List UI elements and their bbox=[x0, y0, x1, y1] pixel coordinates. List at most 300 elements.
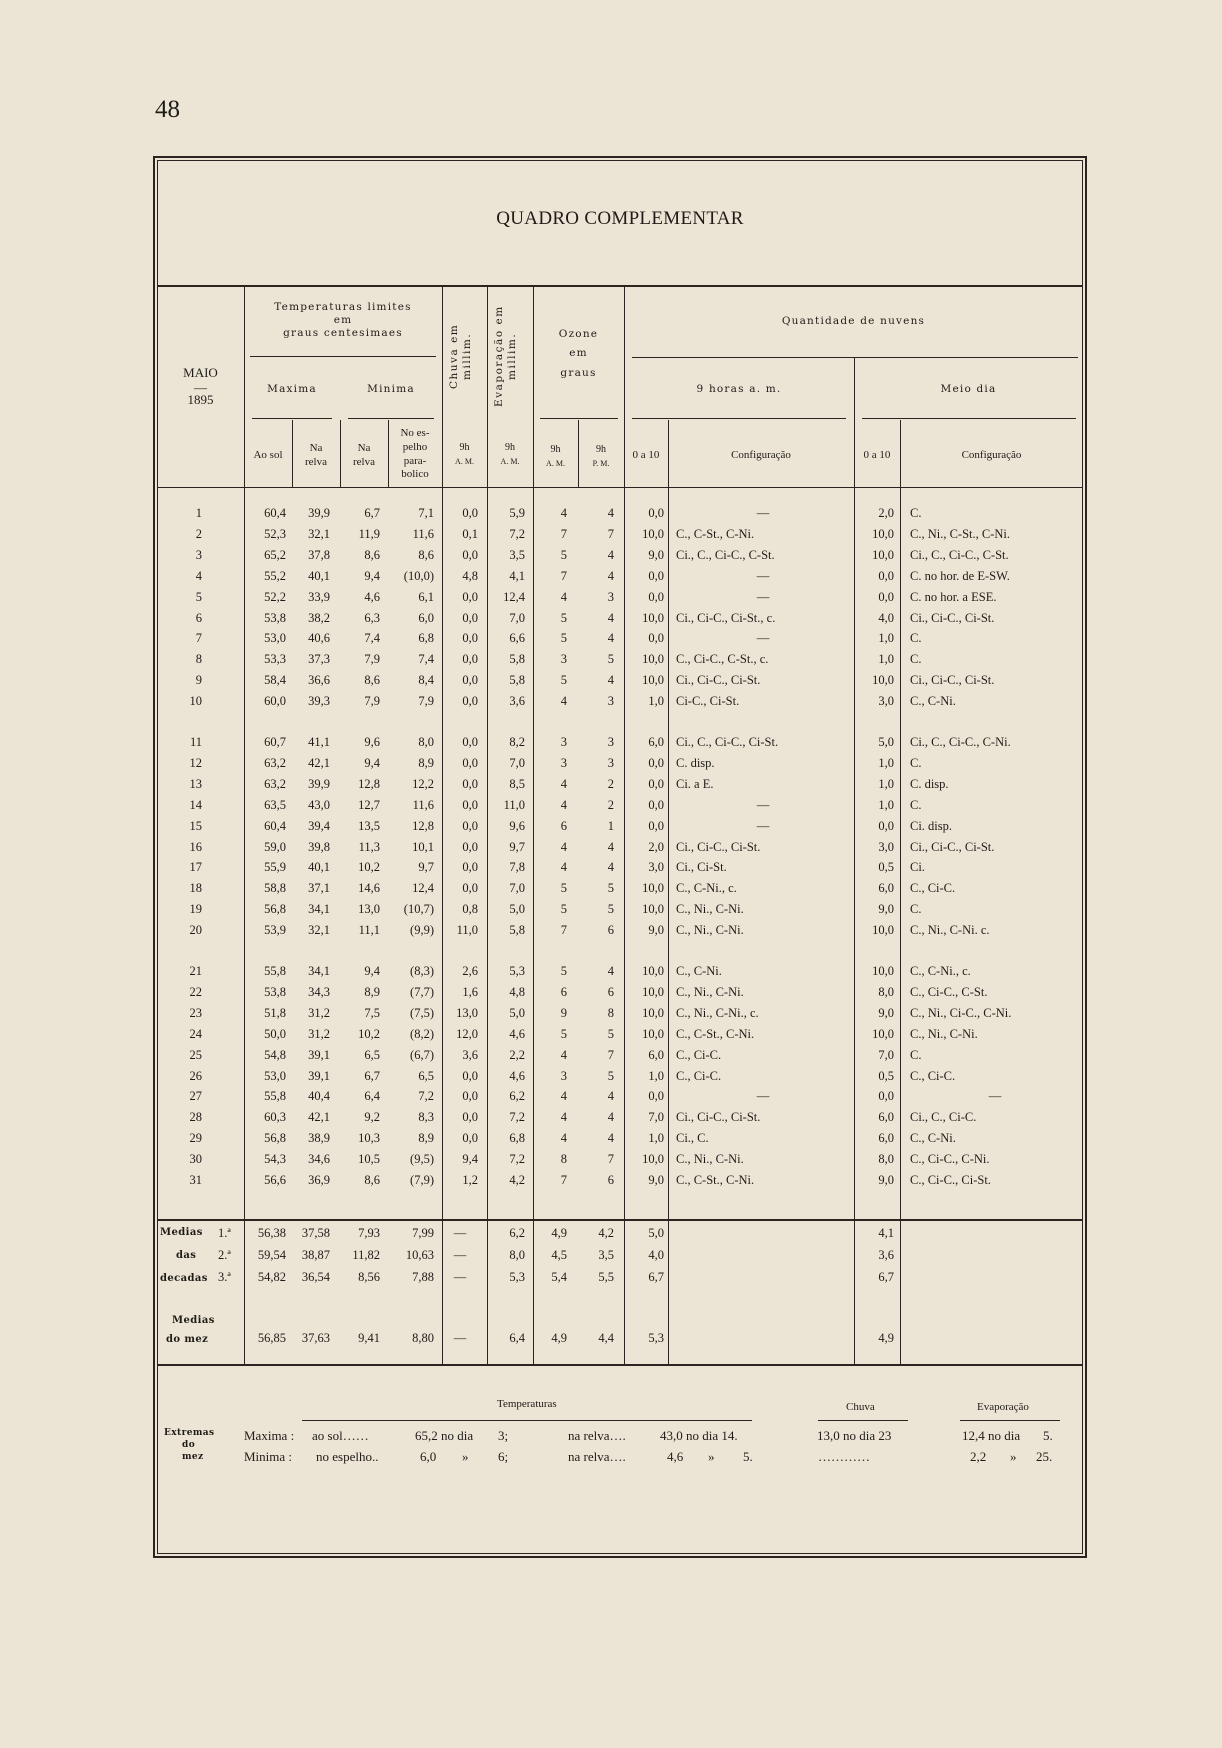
cell-config-meio-dia: C., Ci-C. bbox=[910, 881, 956, 895]
cell-chuva: 0,0 bbox=[462, 652, 478, 666]
cell-config-9h: Ci., C., Ci-C., Ci-St. bbox=[676, 735, 779, 749]
cell-evaporacao: 8,0 bbox=[509, 1248, 525, 1262]
cell-chuva: 0,0 bbox=[462, 1069, 478, 1083]
table-row bbox=[0, 629, 1222, 650]
cell-ozone-pm: 6 bbox=[607, 985, 614, 999]
cell-config-9h: — bbox=[756, 1089, 770, 1103]
cell-espelho: 6,0 bbox=[418, 611, 434, 625]
cell-relva-min: 13,5 bbox=[358, 819, 380, 833]
cell-chuva: 0,0 bbox=[462, 1110, 478, 1124]
cell-nuvens-meio-dia: 10,0 bbox=[872, 1027, 894, 1041]
ext-min-a-val: 6,0 bbox=[420, 1449, 437, 1464]
cell-config-meio-dia: Ci., Ci-C., Ci-St. bbox=[910, 840, 995, 854]
sub-espelho-1: No es- bbox=[400, 427, 430, 439]
cell-nuvens-meio-dia: 10,0 bbox=[872, 527, 894, 541]
table-row bbox=[0, 1171, 1222, 1192]
sub-ao-sol: Ao sol bbox=[253, 449, 283, 461]
cell-nuvens-meio-dia: 1,0 bbox=[878, 631, 894, 645]
cell-config-meio-dia: Ci., C., Ci-C., C-Ni. bbox=[910, 735, 1011, 749]
cell-config-meio-dia: Ci., C., Ci-C. bbox=[910, 1110, 977, 1124]
cell-nuvens-meio-dia: 0,0 bbox=[878, 569, 894, 583]
cell-espelho: 12,8 bbox=[412, 819, 434, 833]
cell-evaporacao: 12,4 bbox=[503, 590, 525, 604]
cell-relva-max: 32,1 bbox=[308, 923, 330, 937]
table-row bbox=[0, 692, 1222, 713]
cell-chuva: 0,0 bbox=[462, 673, 478, 687]
cell-config-meio-dia: Ci., Ci-C., Ci-St. bbox=[910, 611, 995, 625]
cell-nuvens-9h: 0,0 bbox=[648, 506, 664, 520]
cell-ao-sol: 53,9 bbox=[264, 923, 286, 937]
month-label-2: do mez bbox=[166, 1334, 209, 1345]
cell-espelho: 7,9 bbox=[418, 694, 434, 708]
cell-config-meio-dia: C. bbox=[910, 756, 922, 770]
cell-espelho: (7,9) bbox=[410, 1173, 434, 1187]
cell-day: 31 bbox=[189, 1173, 202, 1187]
ext-max-evap-day: 5. bbox=[1043, 1428, 1053, 1443]
cell-chuva: 0,0 bbox=[462, 798, 478, 812]
cell-espelho: 6,5 bbox=[418, 1069, 434, 1083]
cell-chuva: 0,0 bbox=[462, 590, 478, 604]
cell-ao-sol: 60,4 bbox=[264, 506, 286, 520]
ext-max-chuva: 13,0 no dia 23 bbox=[817, 1428, 892, 1443]
cell-relva-max: 34,1 bbox=[308, 902, 330, 916]
ext-min-b-day: 5. bbox=[743, 1449, 753, 1464]
ozone-brace bbox=[540, 418, 618, 419]
cell-day: 2.ª bbox=[218, 1248, 231, 1262]
cell-nuvens-meio-dia: 3,0 bbox=[878, 694, 894, 708]
cell-config-meio-dia: C. bbox=[910, 902, 922, 916]
cell-nuvens-meio-dia: 6,0 bbox=[878, 1110, 894, 1124]
cell-ozone-pm: 2 bbox=[607, 777, 614, 791]
rule-before-extremes bbox=[157, 1364, 1083, 1366]
cell-relva-max: 34,6 bbox=[308, 1152, 330, 1166]
cell-evaporacao: 5,8 bbox=[509, 923, 525, 937]
cell-ao-sol: 56,6 bbox=[264, 1173, 286, 1187]
cell-relva-max: 42,1 bbox=[308, 756, 330, 770]
table-row bbox=[0, 838, 1222, 859]
cell-config-9h: — bbox=[756, 590, 770, 604]
cell-ao-sol: 58,8 bbox=[264, 881, 286, 895]
cell-day: 20 bbox=[189, 923, 202, 937]
cell-nuvens-9h: 10,0 bbox=[642, 652, 664, 666]
sub-q12: 0 a 10 bbox=[863, 449, 891, 461]
cell-ozone-pm: 5 bbox=[607, 881, 614, 895]
sub-q9: 0 a 10 bbox=[632, 449, 660, 461]
cell-ozone-pm: 6 bbox=[607, 923, 614, 937]
table-row bbox=[0, 754, 1222, 775]
maxima-brace bbox=[252, 418, 332, 419]
cell-config-meio-dia: C., Ci-C., C-St. bbox=[910, 985, 988, 999]
cell-relva-min: 6,7 bbox=[364, 1069, 380, 1083]
cell-nuvens-meio-dia: 10,0 bbox=[872, 964, 894, 978]
cell-relva-max: 39,4 bbox=[308, 819, 330, 833]
cell-evaporacao: 6,2 bbox=[509, 1226, 525, 1240]
cell-evaporacao: 4,8 bbox=[509, 985, 525, 999]
cell-espelho: 8,4 bbox=[418, 673, 434, 687]
cell-ozone-pm: 7 bbox=[607, 1048, 614, 1062]
cell-nuvens-meio-dia: 2,0 bbox=[878, 506, 894, 520]
cell-evaporacao: 6,8 bbox=[509, 1131, 525, 1145]
cell-ao-sol: 56,8 bbox=[264, 1131, 286, 1145]
cell-relva-min: 10,5 bbox=[358, 1152, 380, 1166]
header-evaporacao: Evaporação em millim. bbox=[493, 305, 518, 407]
cell-nuvens-9h: 10,0 bbox=[642, 881, 664, 895]
cell-nuvens-meio-dia: 3,6 bbox=[878, 1248, 894, 1262]
cell-espelho: (7,5) bbox=[410, 1006, 434, 1020]
cell-ao-sol: 53,0 bbox=[264, 1069, 286, 1083]
cell-ozone-pm: 4,2 bbox=[598, 1226, 614, 1240]
cell-ozone-am: 3 bbox=[560, 735, 567, 749]
cell-chuva: 1,6 bbox=[462, 985, 478, 999]
cell-day: 7 bbox=[195, 631, 202, 645]
cell-nuvens-meio-dia: 0,0 bbox=[878, 1089, 894, 1103]
cell-espelho: 8,80 bbox=[412, 1331, 434, 1345]
cell-nuvens-9h: 10,0 bbox=[642, 1152, 664, 1166]
cell-relva-max: 36,9 bbox=[308, 1173, 330, 1187]
cell-ao-sol: 59,0 bbox=[264, 840, 286, 854]
ext-chuva-brace bbox=[818, 1420, 908, 1421]
cell-ao-sol: 60,0 bbox=[264, 694, 286, 708]
table-row bbox=[0, 775, 1222, 796]
cell-ozone-am: 3 bbox=[560, 652, 567, 666]
header-ozone-1: Ozone bbox=[558, 328, 599, 340]
cell-evaporacao: 9,6 bbox=[509, 819, 525, 833]
temp-brace bbox=[250, 356, 436, 357]
cell-config-9h: — bbox=[756, 631, 770, 645]
cell-evaporacao: 3,5 bbox=[509, 548, 525, 562]
cell-relva-min: 7,93 bbox=[358, 1226, 380, 1240]
header-maxima: Maxima bbox=[267, 383, 317, 395]
cell-nuvens-9h: 0,0 bbox=[648, 798, 664, 812]
cell-day: 19 bbox=[189, 902, 202, 916]
cell-ao-sol: 56,8 bbox=[264, 902, 286, 916]
cell-chuva: 0,1 bbox=[462, 527, 478, 541]
cell-nuvens-meio-dia: 8,0 bbox=[878, 985, 894, 999]
cell-evaporacao: 5,0 bbox=[509, 1006, 525, 1020]
cell-ozone-am: 7 bbox=[560, 1173, 567, 1187]
sub-relva-max-2: relva bbox=[305, 456, 327, 468]
cell-day: 22 bbox=[189, 985, 202, 999]
header-chuva: Chuva em millim. bbox=[448, 323, 473, 389]
header-meio-dia: Meio dia bbox=[940, 383, 997, 395]
page-number: 48 bbox=[155, 96, 180, 123]
cell-chuva: 11,0 bbox=[456, 923, 478, 937]
cell-espelho: 11,6 bbox=[412, 527, 434, 541]
cell-ao-sol: 54,82 bbox=[257, 1270, 286, 1284]
cell-chuva: 0,0 bbox=[462, 860, 478, 874]
rule-under-title bbox=[157, 285, 1083, 287]
cell-ozone-am: 4 bbox=[560, 1048, 567, 1062]
cell-day: 18 bbox=[189, 881, 202, 895]
cell-relva-min: 7,4 bbox=[364, 631, 380, 645]
nove-brace bbox=[632, 418, 846, 419]
cell-espelho: 6,1 bbox=[418, 590, 434, 604]
cell-config-9h: C., Ni., C-Ni. bbox=[676, 923, 744, 937]
cell-config-meio-dia: Ci., Ci-C., Ci-St. bbox=[910, 673, 995, 687]
cell-relva-max: 37,3 bbox=[308, 652, 330, 666]
cell-ozone-am: 8 bbox=[560, 1152, 567, 1166]
cell-ao-sol: 60,4 bbox=[264, 819, 286, 833]
cell-ozone-am: 4,5 bbox=[551, 1248, 567, 1262]
sub-oz-am: A. M. bbox=[546, 459, 565, 468]
cell-config-meio-dia: Ci. disp. bbox=[910, 819, 953, 833]
cell-ozone-pm: 4 bbox=[607, 1131, 614, 1145]
cell-chuva: 12,0 bbox=[456, 1027, 478, 1041]
cell-evaporacao: 7,2 bbox=[509, 527, 525, 541]
cell-config-meio-dia: C. bbox=[910, 798, 922, 812]
cell-evaporacao: 5,3 bbox=[509, 1270, 525, 1284]
table-row bbox=[0, 1067, 1222, 1088]
cell-chuva: 0,0 bbox=[462, 735, 478, 749]
cell-relva-min: 7,9 bbox=[364, 652, 380, 666]
cell-config-9h: Ci., C., Ci-C., C-St. bbox=[676, 548, 775, 562]
cell-ozone-am: 7 bbox=[560, 923, 567, 937]
cell-ozone-am: 6 bbox=[560, 985, 567, 999]
cell-config-meio-dia: Ci. bbox=[910, 860, 925, 874]
cell-evaporacao: 9,7 bbox=[509, 840, 525, 854]
cell-evaporacao: 2,2 bbox=[509, 1048, 525, 1062]
cell-relva-min: 8,6 bbox=[364, 1173, 380, 1187]
cell-espelho: (6,7) bbox=[410, 1048, 434, 1062]
cell-espelho: (9,5) bbox=[410, 1152, 434, 1166]
cell-ao-sol: 55,9 bbox=[264, 860, 286, 874]
cell-chuva: — bbox=[453, 1248, 467, 1262]
cell-evaporacao: 7,0 bbox=[509, 611, 525, 625]
cell-relva-min: 11,82 bbox=[352, 1248, 380, 1262]
cell-ozone-am: 4 bbox=[560, 506, 567, 520]
cell-config-9h: Ci., C. bbox=[676, 1131, 709, 1145]
cell-chuva: — bbox=[453, 1331, 467, 1345]
month-label-1: Medias bbox=[172, 1315, 215, 1326]
cell-relva-max: 40,4 bbox=[308, 1089, 330, 1103]
cell-nuvens-9h: 9,0 bbox=[648, 1173, 664, 1187]
cell-nuvens-9h: 10,0 bbox=[642, 964, 664, 978]
cell-config-meio-dia: C., C-Ni. bbox=[910, 1131, 956, 1145]
table-row bbox=[0, 983, 1222, 1004]
cell-config-meio-dia: Ci., C., Ci-C., C-St. bbox=[910, 548, 1009, 562]
table-row bbox=[0, 1087, 1222, 1108]
cell-evaporacao: 7,0 bbox=[509, 756, 525, 770]
cell-nuvens-9h: 4,0 bbox=[648, 1248, 664, 1262]
sub-relva-min-1: Na bbox=[357, 442, 371, 454]
cell-espelho: 7,88 bbox=[412, 1270, 434, 1284]
cell-nuvens-meio-dia: 1,0 bbox=[878, 798, 894, 812]
header-ozone-3: graus bbox=[560, 367, 597, 379]
cell-relva-min: 6,7 bbox=[364, 506, 380, 520]
cell-nuvens-meio-dia: 8,0 bbox=[878, 1152, 894, 1166]
decade-label-3: decadas bbox=[160, 1273, 208, 1284]
cell-config-9h: — bbox=[756, 506, 770, 520]
cell-day: 26 bbox=[189, 1069, 202, 1083]
cell-config-meio-dia: C., C-Ni. bbox=[910, 694, 956, 708]
cell-relva-max: 41,1 bbox=[308, 735, 330, 749]
cell-nuvens-9h: 10,0 bbox=[642, 611, 664, 625]
cell-day: 16 bbox=[189, 840, 202, 854]
cell-ozone-pm: 5 bbox=[607, 1027, 614, 1041]
cell-config-9h: C., C-Ni., c. bbox=[676, 881, 737, 895]
cell-config-9h: C., Ci-C. bbox=[676, 1069, 722, 1083]
cell-nuvens-meio-dia: 4,1 bbox=[878, 1226, 894, 1240]
cell-evaporacao: 4,6 bbox=[509, 1069, 525, 1083]
cell-config-meio-dia: C., Ci-C., Ci-St. bbox=[910, 1173, 991, 1187]
cell-ozone-pm: 5 bbox=[607, 1069, 614, 1083]
sub-evap-h: 9h bbox=[505, 442, 515, 453]
table-row bbox=[0, 1004, 1222, 1025]
cell-evaporacao: 8,5 bbox=[509, 777, 525, 791]
cell-nuvens-9h: 0,0 bbox=[648, 631, 664, 645]
cell-ao-sol: 51,8 bbox=[264, 1006, 286, 1020]
cell-espelho: (9,9) bbox=[410, 923, 434, 937]
cell-chuva: 0,0 bbox=[462, 819, 478, 833]
cell-config-9h: Ci. a E. bbox=[676, 777, 714, 791]
cell-evaporacao: 4,1 bbox=[509, 569, 525, 583]
cell-ao-sol: 63,2 bbox=[264, 756, 286, 770]
cell-ao-sol: 53,8 bbox=[264, 985, 286, 999]
cell-config-9h: C. disp. bbox=[676, 756, 715, 770]
cell-config-9h: C., Ci-C., C-St., c. bbox=[676, 652, 769, 666]
cell-config-9h: C., C-Ni. bbox=[676, 964, 722, 978]
cell-relva-min: 9,4 bbox=[364, 756, 380, 770]
cell-relva-min: 9,6 bbox=[364, 735, 380, 749]
cell-relva-max: 31,2 bbox=[308, 1006, 330, 1020]
cell-chuva: 0,0 bbox=[462, 1089, 478, 1103]
minima-brace bbox=[348, 418, 434, 419]
cell-config-9h: Ci., Ci-C., Ci-St. bbox=[676, 840, 761, 854]
cell-config-9h: — bbox=[756, 569, 770, 583]
cell-ozone-am: 5 bbox=[560, 631, 567, 645]
cell-ao-sol: 55,2 bbox=[264, 569, 286, 583]
cell-chuva: 0,0 bbox=[462, 840, 478, 854]
cell-config-meio-dia: C. bbox=[910, 1048, 922, 1062]
cell-relva-max: 38,2 bbox=[308, 611, 330, 625]
cell-espelho: 7,1 bbox=[418, 506, 434, 520]
header-month: MAIO bbox=[183, 365, 218, 380]
cell-ozone-pm: 3 bbox=[607, 735, 614, 749]
cell-chuva: 0,0 bbox=[462, 881, 478, 895]
table-row bbox=[0, 1046, 1222, 1067]
cell-day: 27 bbox=[189, 1089, 202, 1103]
cell-config-meio-dia: C., Ci-C., C-Ni. bbox=[910, 1152, 990, 1166]
rule-under-header bbox=[157, 487, 1083, 488]
cell-chuva: 4,8 bbox=[462, 569, 478, 583]
cell-ao-sol: 55,8 bbox=[264, 964, 286, 978]
cell-day: 11 bbox=[189, 735, 202, 749]
ext-min-kind: Minima : bbox=[244, 1449, 293, 1464]
cell-espelho: (8,2) bbox=[410, 1027, 434, 1041]
ext-min-evap-day: 25. bbox=[1036, 1449, 1053, 1464]
cell-nuvens-9h: 6,0 bbox=[648, 1048, 664, 1062]
table-row bbox=[0, 671, 1222, 692]
cell-ozone-pm: 4 bbox=[607, 964, 614, 978]
cell-nuvens-meio-dia: 9,0 bbox=[878, 1173, 894, 1187]
cell-ozone-am: 7 bbox=[560, 527, 567, 541]
cell-ozone-pm: 8 bbox=[607, 1006, 614, 1020]
cell-chuva: 13,0 bbox=[456, 1006, 478, 1020]
cell-chuva: 0,0 bbox=[462, 548, 478, 562]
ext-min-a-ditto: » bbox=[462, 1449, 469, 1464]
cell-nuvens-9h: 10,0 bbox=[642, 985, 664, 999]
cell-relva-max: 39,9 bbox=[308, 777, 330, 791]
cell-config-9h: C., Ni., C-Ni. bbox=[676, 985, 744, 999]
cell-nuvens-meio-dia: 9,0 bbox=[878, 902, 894, 916]
cell-nuvens-9h: 2,0 bbox=[648, 840, 664, 854]
cell-relva-min: 9,2 bbox=[364, 1110, 380, 1124]
cell-day: 23 bbox=[189, 1006, 202, 1020]
table-row bbox=[0, 504, 1222, 525]
cell-relva-min: 9,4 bbox=[364, 964, 380, 978]
cell-nuvens-9h: 6,7 bbox=[648, 1270, 664, 1284]
cell-ozone-pm: 4 bbox=[607, 569, 614, 583]
cell-nuvens-meio-dia: 0,0 bbox=[878, 590, 894, 604]
cell-day: 6 bbox=[195, 611, 202, 625]
cell-relva-max: 34,1 bbox=[308, 964, 330, 978]
cell-config-9h: Ci-C., Ci-St. bbox=[676, 694, 740, 708]
cell-config-9h: — bbox=[756, 798, 770, 812]
header-nuvens: Quantidade de nuvens bbox=[781, 315, 926, 327]
cell-ao-sol: 59,54 bbox=[257, 1248, 286, 1262]
cell-relva-max: 33,9 bbox=[308, 590, 330, 604]
cell-config-meio-dia: C. bbox=[910, 631, 922, 645]
ext-label-1: Extremas bbox=[164, 1428, 215, 1438]
cell-chuva: — bbox=[453, 1270, 467, 1284]
sub-espelho-3: para- bbox=[403, 455, 427, 467]
cell-ozone-pm: 4,4 bbox=[598, 1331, 614, 1345]
cell-chuva: 3,6 bbox=[462, 1048, 478, 1062]
cell-config-9h: Ci., Ci-C., Ci-St. bbox=[676, 673, 761, 687]
table-row bbox=[0, 525, 1222, 546]
cell-chuva: 0,0 bbox=[462, 756, 478, 770]
cell-relva-min: 12,7 bbox=[358, 798, 380, 812]
ext-max-a: ao sol…… bbox=[312, 1428, 369, 1443]
cell-relva-max: 36,54 bbox=[301, 1270, 330, 1284]
cell-config-meio-dia: C. bbox=[910, 506, 922, 520]
cell-relva-max: 36,6 bbox=[308, 673, 330, 687]
cell-ao-sol: 54,3 bbox=[264, 1152, 286, 1166]
cell-config-9h: Ci., Ci-St. bbox=[676, 860, 727, 874]
cell-evaporacao: 8,2 bbox=[509, 735, 525, 749]
cell-config-meio-dia: C., Ni., Ci-C., C-Ni. bbox=[910, 1006, 1012, 1020]
cell-ozone-am: 5 bbox=[560, 881, 567, 895]
cell-relva-min: 10,2 bbox=[358, 1027, 380, 1041]
cell-ozone-am: 4 bbox=[560, 1089, 567, 1103]
cell-relva-max: 39,1 bbox=[308, 1069, 330, 1083]
cell-day: 12 bbox=[189, 756, 202, 770]
cell-espelho: 6,8 bbox=[418, 631, 434, 645]
cell-ozone-pm: 4 bbox=[607, 1110, 614, 1124]
cell-nuvens-9h: 9,0 bbox=[648, 923, 664, 937]
cell-day: 21 bbox=[189, 964, 202, 978]
ext-max-a-day: 3; bbox=[498, 1428, 509, 1443]
cell-relva-max: 39,9 bbox=[308, 506, 330, 520]
cell-nuvens-meio-dia: 4,9 bbox=[878, 1331, 894, 1345]
cell-ozone-am: 4 bbox=[560, 694, 567, 708]
cell-config-meio-dia: C., Ci-C. bbox=[910, 1069, 956, 1083]
cell-evaporacao: 7,2 bbox=[509, 1152, 525, 1166]
ext-max-kind: Maxima : bbox=[244, 1428, 295, 1443]
meio-brace bbox=[862, 418, 1076, 419]
cell-nuvens-9h: 0,0 bbox=[648, 569, 664, 583]
cell-ozone-am: 9 bbox=[560, 1006, 567, 1020]
cell-nuvens-meio-dia: 9,0 bbox=[878, 1006, 894, 1020]
table-row bbox=[0, 1025, 1222, 1046]
ext-temp-brace bbox=[302, 1420, 752, 1421]
table-row bbox=[0, 1129, 1222, 1150]
sub-evap-am: A. M. bbox=[500, 457, 520, 466]
ext-temperaturas: Temperaturas bbox=[497, 1398, 557, 1410]
cell-config-9h: C., Ni., C-Ni., c. bbox=[676, 1006, 759, 1020]
sub-oz-am-h: 9h bbox=[550, 444, 561, 455]
cell-relva-min: 8,56 bbox=[358, 1270, 380, 1284]
